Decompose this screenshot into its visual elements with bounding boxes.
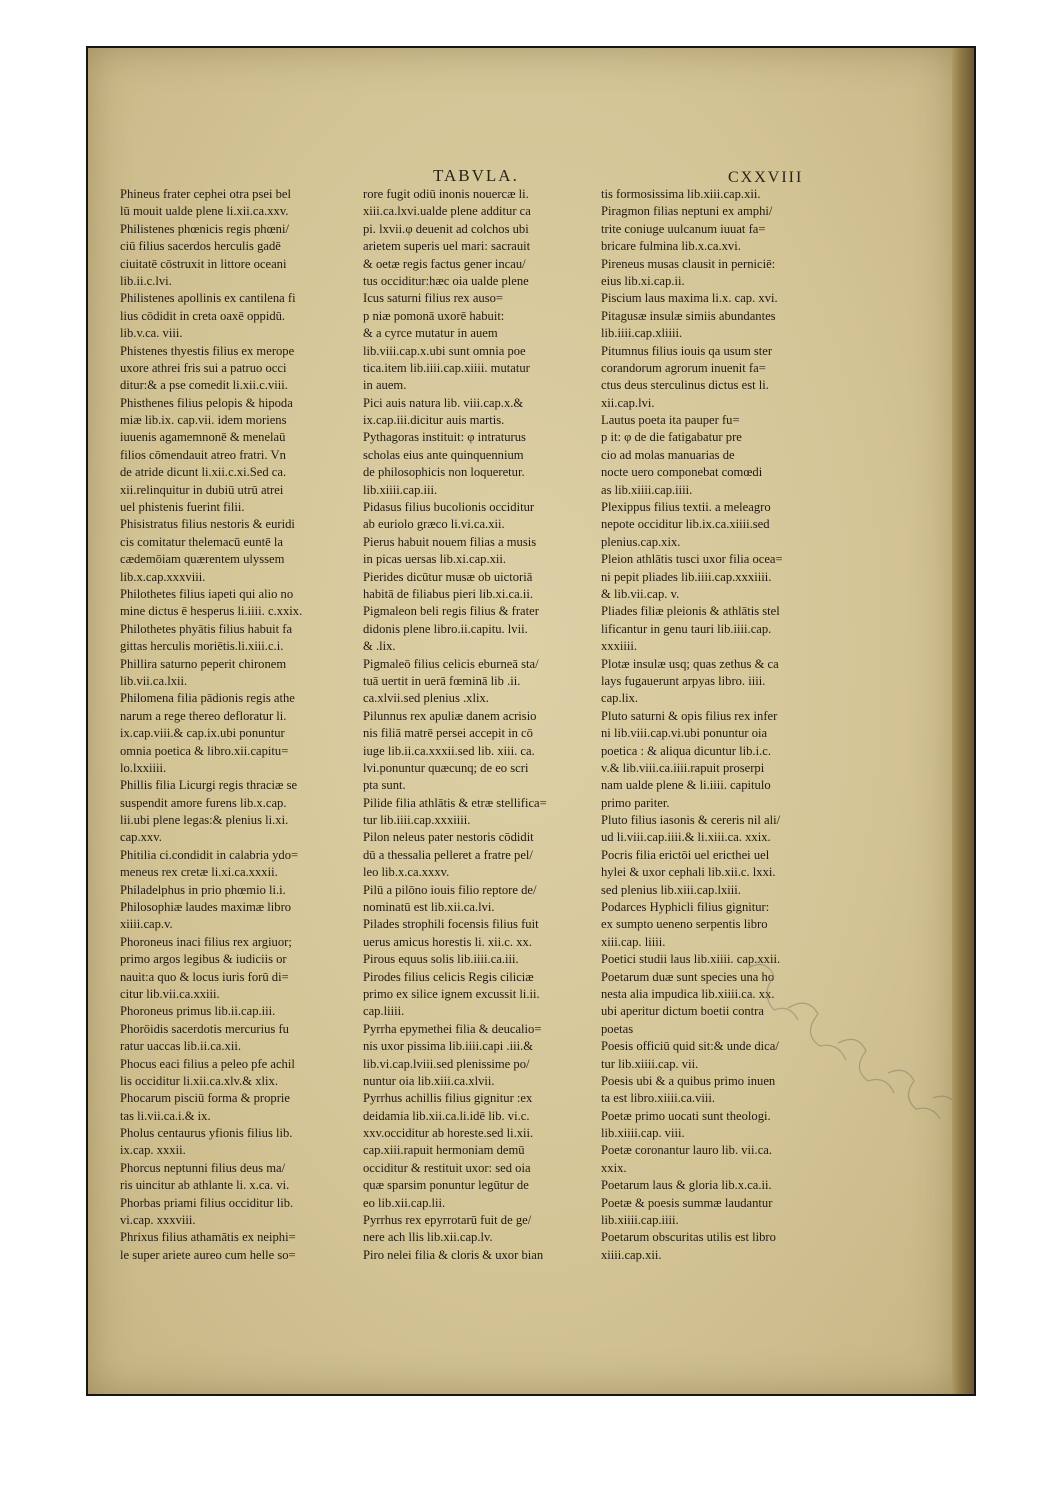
- text-line: tas li.vii.ca.i.& ix.: [120, 1108, 211, 1123]
- page-edge: [952, 48, 974, 1394]
- text-line: ex sumpto ueneno serpentis libro: [601, 917, 768, 932]
- text-line: arietem superis uel mari: sacrauit: [363, 239, 531, 254]
- running-title: TABVLA.: [433, 166, 519, 185]
- text-line: as lib.xiiii.cap.iiii.: [601, 482, 693, 497]
- text-line: cio ad molas manuarias de: [601, 447, 735, 462]
- text-line: nam ualde plene & li.iiii. capitulo: [601, 778, 771, 793]
- text-line: uxore athrei fris sui a patruo occi: [120, 360, 287, 375]
- text-line: nauit:a quo & locus iuris forū di=: [120, 969, 289, 984]
- text-line: leo lib.x.ca.xxxv.: [363, 865, 450, 880]
- text-line: xxix.: [601, 1160, 627, 1175]
- text-line: lib.x.cap.xxxviii.: [120, 569, 206, 584]
- text-line: ab euriolo græco li.vi.ca.xii.: [363, 517, 505, 532]
- text-line: cap.xiii.rapuit hermoniam demū: [363, 1143, 525, 1158]
- text-line: meneus rex cretæ li.xi.ca.xxxii.: [120, 865, 278, 880]
- text-line: corandorum agrorum inuenit fa=: [601, 360, 766, 375]
- folio-number: CXXVIII: [728, 169, 804, 186]
- text-line: p niæ pomonā uxorē habuit:: [363, 308, 505, 323]
- text-line: nocte uero componebat comœdi: [601, 465, 763, 480]
- text-line: habitā de filiabus pieri lib.xi.ca.ii.: [363, 586, 533, 601]
- text-line: ud li.viii.cap.iiii.& li.xiii.ca. xxix.: [601, 830, 771, 845]
- text-line: ni pepit pliades lib.iiii.cap.xxxiiii.: [601, 569, 772, 584]
- text-line: Poetæ primo uocati sunt theologi.: [601, 1108, 771, 1123]
- text-line: gittas herculis moriētis.li.xiii.c.i.: [120, 639, 284, 654]
- text-line: lvi.ponuntur quæcunq; de eo scri: [363, 760, 529, 775]
- text-line: Pirous equus solis lib.iiii.ca.iii.: [363, 952, 519, 967]
- text-line: ciuitatē cōstruxit in littore oceani: [120, 256, 287, 271]
- text-line: lib.viii.cap.x.ubi sunt omnia poe: [363, 343, 526, 358]
- text-line: Philothetes phyātis filius habuit fa: [120, 621, 293, 636]
- text-line: Poetarum laus & gloria lib.x.ca.ii.: [601, 1178, 772, 1193]
- text-line: Pilunnus rex apuliæ danem acrisio: [363, 708, 537, 723]
- text-line: & lib.vii.cap. v.: [601, 586, 680, 601]
- text-line: ix.cap.iii.dicitur auis martis.: [363, 413, 505, 428]
- text-line: vi.cap. xxxviii.: [120, 1213, 196, 1228]
- text-line: primo pariter.: [601, 795, 670, 810]
- text-line: pta sunt.: [363, 778, 406, 793]
- text-line: primo ex silice ignem excussit li.ii.: [363, 986, 540, 1001]
- text-line: Piscium laus maxima li.x. cap. xvi.: [601, 291, 778, 306]
- text-line: lū mouit ualde plene li.xii.ca.xxv.: [120, 204, 289, 219]
- text-line: lii.ubi plene legas:& plenius li.xi.: [120, 813, 289, 828]
- text-line: de atride dicunt li.xii.c.xi.Sed ca.: [120, 465, 287, 480]
- text-line: Pireneus musas clausit in perniciē:: [601, 256, 776, 271]
- text-line: Poetarum duæ sunt species una ho: [601, 969, 775, 984]
- text-line: Phocarum pisciū forma & proprie: [120, 1091, 290, 1106]
- text-line: Phineus frater cephei otra psei bel: [120, 187, 291, 201]
- text-line: le super ariete aureo cum helle so=: [120, 1247, 296, 1262]
- text-line: lib.xiiii.cap.iii.: [363, 482, 438, 497]
- text-line: Pidasus filius bucolionis occiditur: [363, 500, 535, 515]
- text-line: lib.xiiii.cap.iiii.: [601, 1213, 679, 1228]
- text-line: Pythagoras instituit: φ intraturus: [363, 430, 526, 445]
- text-line: nis filiā matrē persei accepit in cō: [363, 726, 533, 741]
- text-line: xiiii.cap.xii.: [601, 1247, 662, 1262]
- text-line: bricare fulmina lib.x.ca.xvi.: [601, 239, 741, 254]
- text-line: nuntur oia lib.xiii.ca.xlvii.: [363, 1073, 495, 1088]
- text-line: Philothetes filius iapeti qui alio no: [120, 586, 294, 601]
- text-line: Pici auis natura lib. viii.cap.x.&: [363, 395, 524, 410]
- text-line: Pirodes filius celicis Regis ciliciæ: [363, 969, 534, 984]
- text-line: & a cyrce mutatur in auem: [363, 326, 498, 341]
- text-line: uerus amicus horestis li. xii.c. xx.: [363, 934, 532, 949]
- text-line: cap.xxv.: [120, 830, 162, 845]
- text-line: Podarces Hyphicli filius gignitur:: [601, 900, 770, 915]
- text-line: Pyrrhus rex epyrrotarū fuit de ge/: [363, 1213, 532, 1228]
- text-line: deidamia lib.xii.ca.li.idē lib. vi.c.: [363, 1108, 530, 1123]
- text-line: ca.xlvii.sed plenius .xlix.: [363, 691, 489, 706]
- text-line: filios cōmendauit atreo fratri. Vn: [120, 447, 286, 462]
- text-line: tur lib.xiiii.cap. vii.: [601, 1056, 699, 1071]
- text-line: Phillis filia Licurgi regis thraciæ se: [120, 778, 298, 793]
- text-line: ix.cap. xxxii.: [120, 1143, 186, 1158]
- text-line: xxv.occiditur ab horeste.sed li.xii.: [363, 1126, 534, 1141]
- text-line: hylei & uxor cephali lib.xii.c. lxxi.: [601, 865, 776, 880]
- text-line: nominatū est lib.xii.ca.lvi.: [363, 900, 495, 915]
- text-line: Pluto saturni & opis filius rex infer: [601, 708, 778, 723]
- text-line: lib.iiii.cap.xliiii.: [601, 326, 683, 341]
- text-line: lib.vii.ca.lxii.: [120, 673, 188, 688]
- text-line: lib.ii.c.lvi.: [120, 273, 172, 288]
- text-line: Pleion athlātis tusci uxor filia ocea=: [601, 552, 783, 567]
- text-line: de philosophicis non loqueretur.: [363, 465, 525, 480]
- text-line: Poetæ coronantur lauro lib. vii.ca.: [601, 1143, 773, 1158]
- text-line: poetica : & aliqua dicuntur lib.i.c.: [601, 743, 771, 758]
- text-line: Pyrrha epymethei filia & deucalio=: [363, 1021, 542, 1036]
- text-line: xxxiiii.: [601, 639, 638, 654]
- text-line: tus occiditur:hæc oia ualde plene: [363, 273, 529, 288]
- text-line: Poetici studii laus lib.xiiii. cap.xxii.: [601, 952, 781, 967]
- text-line: xii.cap.lvi.: [601, 395, 655, 410]
- text-line: Philadelphus in prio phœmio li.i.: [120, 882, 286, 897]
- text-line: tuā uertit in uerā fœminā lib .ii.: [363, 673, 521, 688]
- text-line: Poetarum obscuritas utilis est libro: [601, 1230, 776, 1245]
- text-line: quæ sparsim ponuntur legūtur de: [363, 1178, 529, 1193]
- text-line: miæ lib.ix. cap.vii. idem moriens: [120, 413, 287, 428]
- text-line: Pocris filia erictōi uel ericthei uel: [601, 847, 770, 862]
- text-line: lificantur in genu tauri lib.iiii.cap.: [601, 621, 772, 636]
- text-line: iuge lib.ii.ca.xxxii.sed lib. xiii. ca.: [363, 743, 535, 758]
- text-line: poetas: [601, 1021, 634, 1036]
- text-line: narum a rege thereo defloratur li.: [120, 708, 287, 723]
- text-line: Piragmon filias neptuni ex amphi/: [601, 204, 773, 219]
- text-line: Phorbas priami filius occiditur lib.: [120, 1195, 294, 1210]
- text-line: lo.lxxiiii.: [120, 760, 167, 775]
- text-column-1: [120, 186, 370, 1264]
- text-line: Phitilia ci.condidit in calabria ydo=: [120, 847, 299, 862]
- text-line: rore fugit odiū inonis nouercæ li.: [363, 187, 529, 201]
- text-line: Pigmaleō filius celicis eburneā sta/: [363, 656, 539, 671]
- text-line: lius cōdidit in creta oaxē oppidū.: [120, 308, 286, 323]
- text-line: tur lib.iiii.cap.xxxiiii.: [363, 813, 471, 828]
- book-page: [88, 48, 955, 1394]
- text-line: nis uxor pissima lib.iiii.capi .iii.&: [363, 1039, 534, 1054]
- text-line: sed plenius lib.xiii.cap.lxiii.: [601, 882, 741, 897]
- text-line: in picas uersas lib.xi.cap.xii.: [363, 552, 507, 567]
- text-column-2: [363, 186, 613, 1264]
- text-line: Pierides dicūtur musæ ob uictoriā: [363, 569, 533, 584]
- text-line: Plexippus filius textii. a meleagro: [601, 500, 771, 515]
- text-line: Phisthenes filius pelopis & hipoda: [120, 395, 293, 410]
- text-line: mine dictus ē hesperus li.iiii. c.xxix.: [120, 604, 303, 619]
- text-line: ix.cap.viii.& cap.ix.ubi ponuntur: [120, 726, 285, 741]
- text-line: Poetæ & poesis summæ laudantur: [601, 1195, 773, 1210]
- text-line: omnia poetica & libro.xii.capitu=: [120, 743, 289, 758]
- text-line: cis comitatur thelemacū euntē la: [120, 534, 283, 549]
- text-line: Phistenes thyestis filius ex merope: [120, 343, 295, 358]
- text-line: Poesis officiū quid sit:& unde dica/: [601, 1039, 779, 1054]
- text-line: Pilades strophili focensis filius fuit: [363, 917, 539, 932]
- text-line: Pyrrhus achillis filius gignitur :ex: [363, 1091, 533, 1106]
- text-line: lib.v.ca. viii.: [120, 326, 183, 341]
- text-line: Phillira saturno peperit chironem: [120, 656, 287, 671]
- text-line: Phoroneus inaci filius rex argiuor;: [120, 934, 292, 949]
- text-line: ctus deus sterculinus dictus est li.: [601, 378, 769, 393]
- text-line: lib.vi.cap.lviii.sed plenissime po/: [363, 1056, 530, 1071]
- text-line: Pilon neleus pater nestoris cōdidit: [363, 830, 534, 845]
- text-line: dū a thessalia pelleret a fratre pel/: [363, 847, 533, 862]
- text-line: ris uincitur ab athlante li. x.ca. vi.: [120, 1178, 290, 1193]
- text-line: nesta alia impudica lib.xiiii.ca. xx.: [601, 986, 775, 1001]
- text-line: occiditur & restituit uxor: sed oia: [363, 1160, 531, 1175]
- text-line: pi. lxvii.φ deuenit ad colchos ubi: [363, 221, 529, 236]
- text-line: lis occiditur li.xii.ca.xlv.& xlix.: [120, 1073, 278, 1088]
- text-line: ta est libro.xiiii.ca.viii.: [601, 1091, 716, 1106]
- text-line: xiiii.cap.v.: [120, 917, 173, 932]
- text-line: ratur uaccas lib.ii.ca.xii.: [120, 1039, 241, 1054]
- text-line: Pholus centaurus yfionis filius lib.: [120, 1126, 293, 1141]
- text-line: tica.item lib.iiii.cap.xiiii. mutatur: [363, 360, 530, 375]
- text-line: cædemōiam quærentem ulyssem: [120, 552, 285, 567]
- text-line: eius lib.xi.cap.ii.: [601, 273, 685, 288]
- text-line: lays fugauerunt arpyas libro. iiii.: [601, 673, 766, 688]
- text-line: Philosophiæ laudes maximæ libro: [120, 900, 292, 915]
- text-line: nere ach llis lib.xii.cap.lv.: [363, 1230, 493, 1245]
- text-line: Phorcus neptunni filius deus ma/: [120, 1160, 286, 1175]
- text-line: xiii.cap. liiii.: [601, 934, 666, 949]
- text-line: Lautus poeta ita pauper fu=: [601, 413, 740, 428]
- text-line: plenius.cap.xix.: [601, 534, 681, 549]
- text-line: Piro nelei filia & cloris & uxor bian: [363, 1247, 544, 1262]
- text-line: trite coniuge uulcanum iuuat fa=: [601, 221, 766, 236]
- text-line: Pilū a pilōno iouis filio reptore de/: [363, 882, 537, 897]
- text-line: Pigmaleon beli regis filius & frater: [363, 604, 539, 619]
- text-line: Phocus eaci filius a peleo pfe achil: [120, 1056, 295, 1071]
- text-line: Phorōidis sacerdotis mercurius fu: [120, 1021, 289, 1036]
- text-line: Philistenes apollinis ex cantilena fi: [120, 291, 296, 306]
- text-line: citur lib.vii.ca.xxiii.: [120, 986, 220, 1001]
- text-line: didonis plene libro.ii.capitu. lvii.: [363, 621, 528, 636]
- text-line: suspendit amore furens lib.x.cap.: [120, 795, 287, 810]
- text-line: Pitumnus filius iouis qa usum ster: [601, 343, 773, 358]
- text-line: cap.liiii.: [363, 1004, 405, 1019]
- text-line: uel phistenis fuerint filii.: [120, 500, 245, 515]
- text-line: Pitagusæ insulæ simiis abundantes: [601, 308, 776, 323]
- text-line: Pilide filia athlātis & etræ stellifica=: [363, 795, 547, 810]
- text-line: ni lib.viii.cap.vi.ubi ponuntur oia: [601, 726, 768, 741]
- text-line: Pliades filiæ pleionis & athlātis stel: [601, 604, 780, 619]
- text-line: scholas eius ante quinquennium: [363, 447, 524, 462]
- text-line: Pluto filius iasonis & cereris nil ali/: [601, 813, 781, 828]
- text-line: Plotæ insulæ usq; quas zethus & ca: [601, 656, 779, 671]
- text-line: ubi aperitur dictum boetii contra: [601, 1004, 764, 1019]
- text-line: iuuenis agamemnonē & menelaū: [120, 430, 286, 445]
- text-line: Icus saturni filius rex auso=: [363, 291, 504, 306]
- text-line: Phoroneus primus lib.ii.cap.iii.: [120, 1004, 276, 1019]
- library-stamp-watermark: [728, 948, 988, 1138]
- text-line: in auem.: [363, 378, 407, 393]
- text-line: cap.lix.: [601, 691, 639, 706]
- text-line: ditur:& a pse comedit li.xii.c.viii.: [120, 378, 288, 393]
- text-line: nepote occiditur lib.ix.ca.xiiii.sed: [601, 517, 770, 532]
- text-line: xiii.ca.lxvi.ualde plene additur ca: [363, 204, 531, 219]
- text-line: & .lix.: [363, 639, 396, 654]
- text-line: lib.xiiii.cap. viii.: [601, 1126, 685, 1141]
- text-line: tis formosissima lib.xiii.cap.xii.: [601, 187, 761, 201]
- text-line: xii.relinquitur in dubiū utrū atrei: [120, 482, 284, 497]
- text-line: & oetæ regis factus gener incau/: [363, 256, 526, 271]
- text-line: primo argos legibus & iudiciis or: [120, 952, 287, 967]
- text-line: Phisistratus filius nestoris & euridi: [120, 517, 295, 532]
- text-line: Phrixus filius athamātis ex neiphi=: [120, 1230, 296, 1245]
- text-line: Poesis ubi & a quibus primo inuen: [601, 1073, 776, 1088]
- text-line: Philistenes phœnicis regis phœni/: [120, 221, 289, 236]
- text-line: ciū filius sacerdos herculis gadē: [120, 239, 281, 254]
- text-line: Pierus habuit nouem filias a musis: [363, 534, 537, 549]
- text-line: eo lib.xii.cap.lii.: [363, 1195, 446, 1210]
- text-line: Philomena filia pādionis regis athe: [120, 691, 295, 706]
- text-line: p it: φ de die fatigabatur pre: [601, 430, 742, 445]
- text-line: v.& lib.viii.ca.iiii.rapuit proserpi: [601, 760, 765, 775]
